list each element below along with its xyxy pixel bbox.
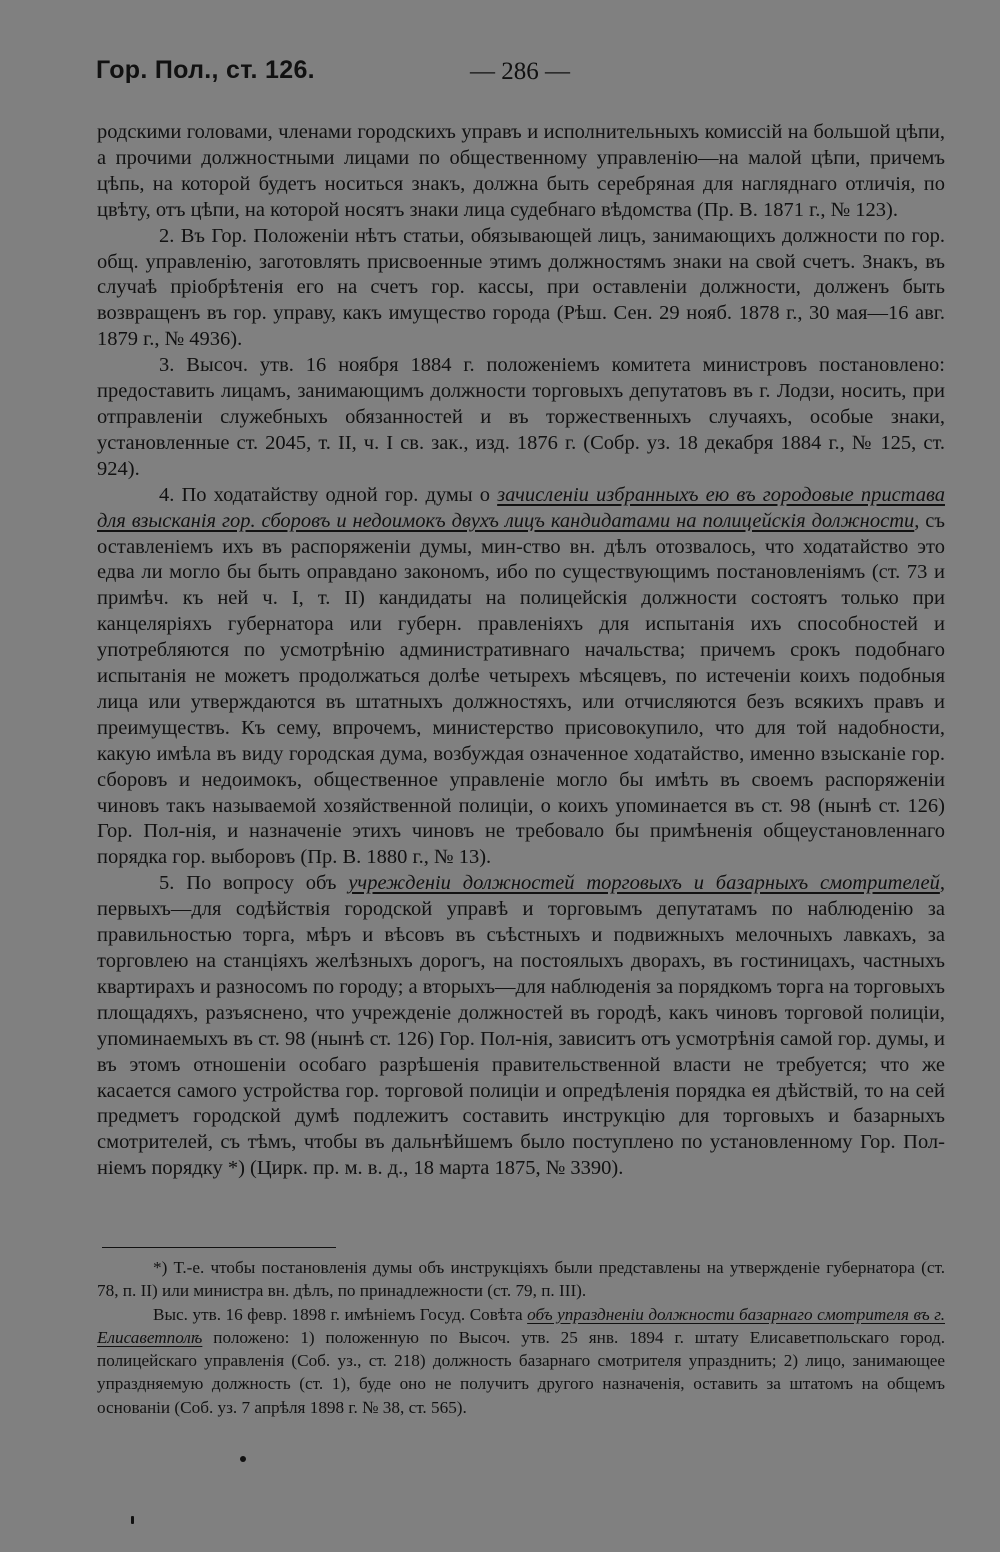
footnote-rule (102, 1247, 336, 1248)
paragraph-5-lead: 5. По вопросу объ (159, 872, 349, 895)
paragraph-4-emphasis: зачисленіи избранныхъ ею въ городовые пристава для взысканія гор. сборовъ и недоимокъ двухъ лицъ кандидатами на полицейскія должности (97, 483, 945, 532)
paragraph-4-lead: 4. По ходатайству одной гор. думы о (159, 483, 498, 506)
paragraph-continuation: родскими головами, членами городскихъ управъ и исполнительныхъ комиссій на большой цѣпи, а прочими должностными лицами по общественному управленію—на малой цѣпи, причемъ цѣпь, на которой будетъ носиться знакъ, должна быть серебряная для нагляднаго отличія, по цвѣту, отъ цѣпи, на которой носятъ знаки лица судебнаго вѣдомства (Пр. В. 1871 г., № 123). (97, 121, 945, 221)
ink-speck (240, 1456, 246, 1462)
running-header: Гор. Пол., ст. 126. (96, 56, 315, 84)
footnote-2-lead: Выс. утв. 16 февр. 1898 г. имѣніемъ Госуд. Совѣта (153, 1304, 528, 1324)
paragraph-4-body: , съ оставленіемъ ихъ въ распоряженіи думы, мин-ство вн. дѣлъ отозвалось, что ходатайство это едва ли могло бы быть оправдано закономъ, ибо по существующимъ постановленіямъ (ст. 73 и примѣч. къ ней ч. I, т. II) кандидаты на полицейскія должности состоятъ только при канцеляріяхъ губернатора или губерн. правленіяхъ для испытанія ихъ способностей и употребляются по усмотрѣнію административнаго начальства; причемъ срокъ подобнаго испытанія не можетъ продолжаться долѣе четырехъ мѣсяцевъ, по истеченіи коихъ подобныя лица или утверждаются въ штатныхъ должностяхъ, или отчисляются безъ всякихъ правъ и преимуществъ. Къ сему, впрочемъ, министерство присовокупило, что для той надобности, какую имѣла въ виду городская дума, возбуждая означенное ходатайство, именно взысканіе гор. сборовъ и недоимокъ, общественное управленіе могло бы имѣть въ своемъ распоряженіи чиновъ такъ называемой хозяйственной полиціи, о коихъ упоминается въ ст. 98 (нынѣ ст. 126) Гор. Пол-нія, и назначеніе этихъ чиновъ не требовало бы примѣненія общеустановленнаго порядка гор. выборовъ (Пр. В. 1880 г., № 13). (97, 509, 946, 869)
footnote-2-body: положено: 1) положенную по Высоч. утв. 25 янв. 1894 г. штату Елисаветпольскаго город. полицейскаго управленія (Соб. уз., ст. 218) должность базарнаго смотрителя упразднить; 2) лицо, занимающее упраздняемую должность (ст. 1), буде оно не получитъ другого назначенія, оставить за штатомъ на общемъ основаніи (Соб. уз. 7 апрѣля 1898 г. № 38, ст. 565). (97, 1327, 945, 1417)
footnotes (97, 1256, 945, 1419)
paragraph-2: 2. Въ Гор. Положеніи нѣтъ статьи, обязывающей лицъ, занимающихъ должности по гор. общ. управленію, заготовлять присвоенные этимъ должностямъ знаки на свой счетъ. Знакъ, въ случаѣ пріобрѣтенія его на счетъ гор. кассы, при оставленіи должности, долженъ быть возвращенъ въ гор. управу, какъ имущество города (Рѣш. Сен. 29 нояб. 1878 г., 30 мая—16 авг. 1879 г., № 4936). (97, 224, 945, 351)
main-text (97, 120, 945, 1182)
paragraph-5-body: , первыхъ—для содѣйствія городской управѣ и торговымъ депутатамъ по наблюденію за правильностью торга, мѣръ и вѣсовъ въ съѣстныхъ и подвижныхъ мелочныхъ лавкахъ, за торговлею на станціяхъ желѣзныхъ дорогъ, на постоялыхъ дворахъ, въ гостиницахъ, частныхъ квартирахъ и разносомъ по городу; а вторыхъ—для наблюденія за порядкомъ торга на торговыхъ площадяхъ, разъяснено, что учрежденіе должностей въ городѣ, какъ чиновъ торговой полиціи, упоминаемыхъ въ ст. 98 (нынѣ ст. 126) Гор. Пол-нія, зависитъ отъ усмотрѣнія самой гор. думы, и въ этомъ отношеніи особаго разрѣшенія правительственной власти не требуется; что же касается самого устройства гор. торговой полиціи и опредѣленія порядка ея дѣйствій, то на сей предметъ городской думѣ подлежитъ составить инструкцію для торговыхъ и базарныхъ смотрителей, съ тѣмъ, чтобы въ дальнѣйшемъ было поступлено по установленному Гор. Пол-ніемъ порядку *) (Цирк. пр. м. в. д., 18 марта 1875, № 3390). (97, 872, 945, 1180)
footnote-1: *) Т.-е. чтобы постановленія думы объ инструкціяхъ были представлены на утвержденіе губернатора (ст. 78, п. II) или министра вн. дѣлъ, по принадлежности (ст. 79, п. III). (97, 1258, 945, 1301)
paragraph-5-emphasis: учрежденіи должностей торговыхъ и базарныхъ смотрителей (348, 872, 940, 895)
footnote-2 (97, 1303, 945, 1419)
ink-speck (131, 1516, 134, 1524)
paragraph-4 (97, 483, 945, 872)
page-number: — 286 — (470, 58, 570, 85)
footnote-2-emphasis: объ упраздненіи должности базарнаго смотрителя въ г. Елисаветполѣ (97, 1304, 945, 1347)
paragraph-5 (97, 871, 945, 1182)
paragraph-3: 3. Высоч. утв. 16 ноября 1884 г. положеніемъ комитета министровъ постановлено: предоставить лицамъ, занимающимъ должности торговыхъ депутатовъ въ г. Лодзи, носить, при отправленіи служебныхъ обязанностей и въ торжественныхъ случаяхъ, особые знаки, установленные ст. 2045, т. II, ч. I св. зак., изд. 1876 г. (Собр. уз. 18 декабря 1884 г., № 125, ст. 924). (97, 354, 945, 480)
